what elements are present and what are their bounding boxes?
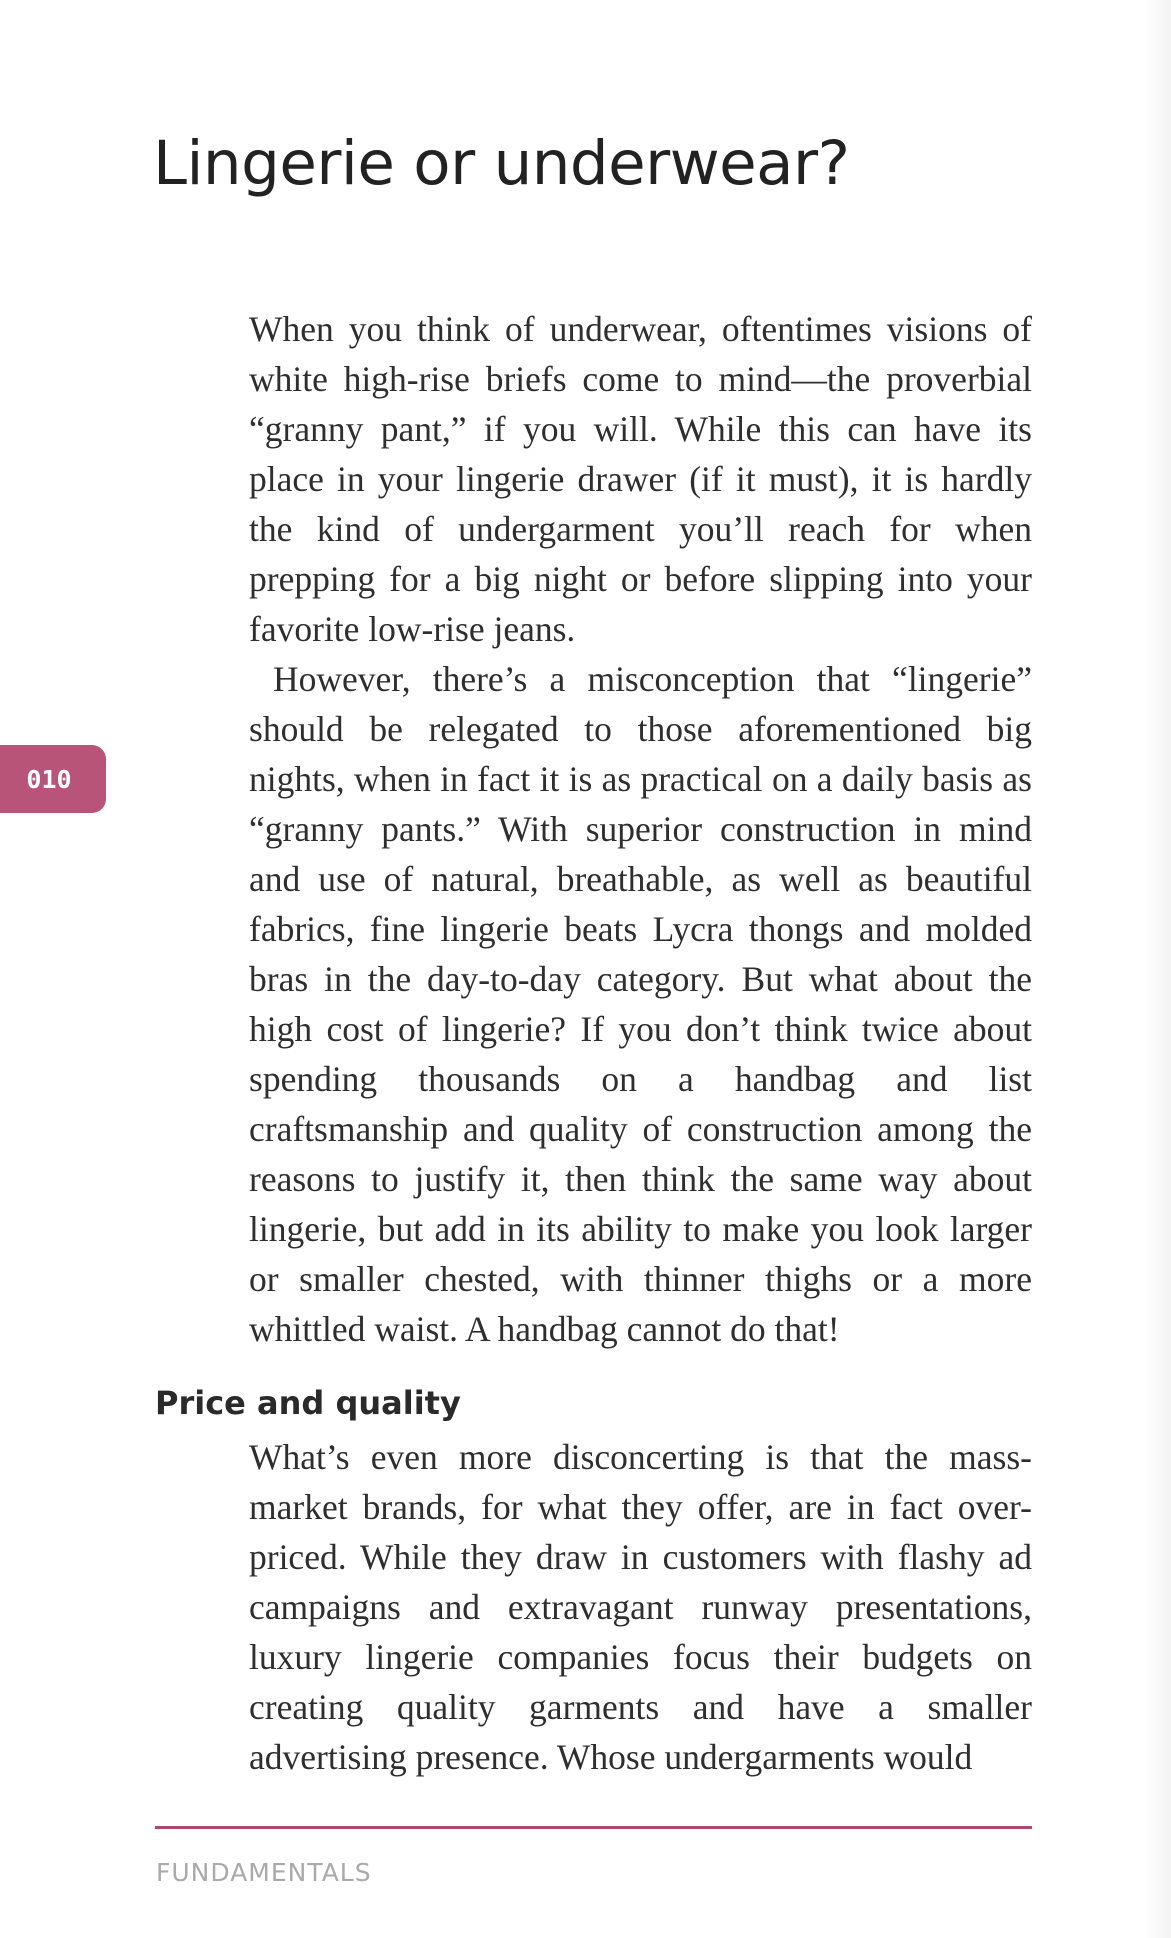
body-paragraph: When you think of underwear, oftentimes visions of white high-rise briefs come to mind—the proverbial “granny pant,” if you will. While this can have its place in your lingerie drawer (if it must), it is hardly the kind of undergarment you’ll reach for when prepping for a big night or before slipping into your favorite low-rise jeans. [249, 309, 1032, 649]
running-footer: FUNDAMENTALS [156, 1858, 372, 1887]
section-heading: Price and quality [155, 1384, 461, 1422]
body-paragraph: What’s even more disconcerting is that the mass-market brands, for what they offer, are in fact over-priced. While they draw in customers with flashy ad campaigns and extravagant runway presentations, luxury lingerie companies focus their budgets on creating quality garments and have a smaller advertising presence. Whose undergarments would [249, 1437, 1032, 1777]
page-edge-shadow [1145, 0, 1171, 1938]
body-text-price-quality [249, 1432, 1032, 1782]
page-number-tab [0, 745, 106, 813]
footer-divider [155, 1826, 1032, 1829]
page-title: Lingerie or underwear? [153, 128, 850, 199]
body-text-intro [249, 304, 1032, 1354]
body-paragraph: However, there’s a misconception that “lingerie” should be relegated to those aforementioned big nights, when in fact it is as practical on a daily basis as “granny pants.” With superior construction in mind and use of natural, breathable, as well as beautiful fabrics, fine lingerie beats Lycra thongs and molded bras in the day-to-day category. But what about the high cost of lingerie? If you don’t think twice about spending thousands on a handbag and list craftsmanship and quality of construction among the reasons to justify it, then think the same way about lingerie, but add in its ability to make you look larger or smaller chested, with thinner thighs or a more whittled waist. A handbag cannot do that! [249, 659, 1032, 1349]
page-number: 010 [26, 764, 72, 794]
